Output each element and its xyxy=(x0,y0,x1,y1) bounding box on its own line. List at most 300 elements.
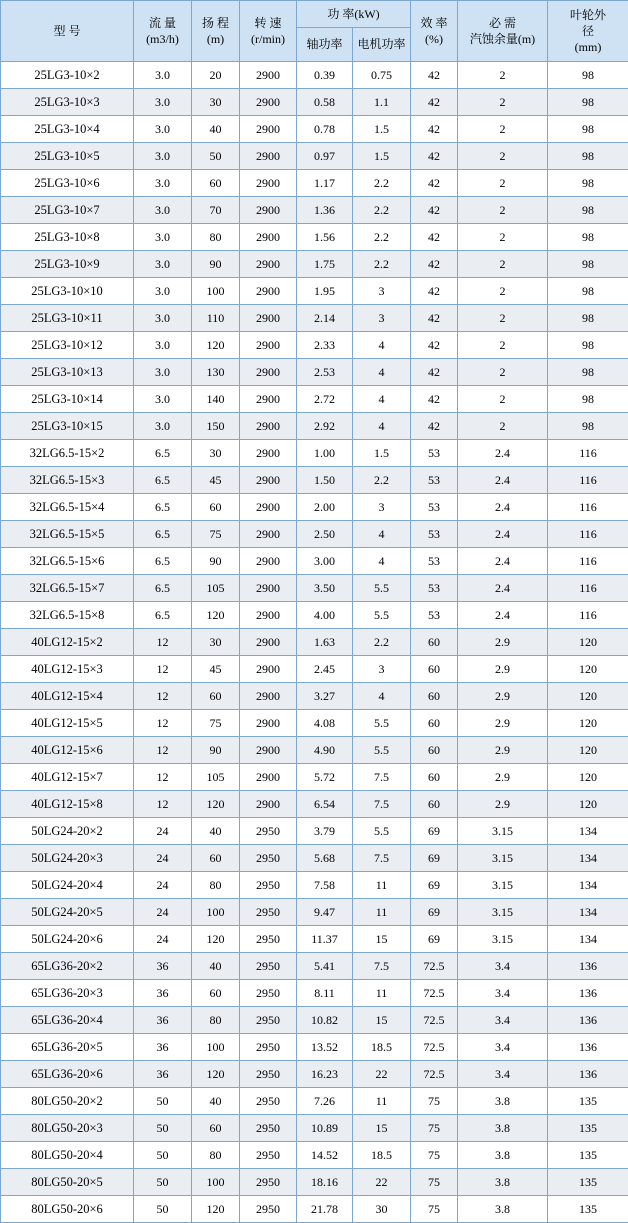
cell-value: 2900 xyxy=(240,386,297,413)
cell-value: 140 xyxy=(192,386,240,413)
table-row xyxy=(1,413,628,440)
cell-value: 1.5 xyxy=(353,440,411,467)
cell-value: 2900 xyxy=(240,359,297,386)
cell-value: 1.17 xyxy=(297,170,353,197)
table-row xyxy=(1,62,628,89)
cell-value: 116 xyxy=(548,494,628,521)
cell-model: 50LG24-20×6 xyxy=(1,926,134,953)
cell-value: 75 xyxy=(411,1169,458,1196)
cell-value: 50 xyxy=(134,1115,192,1142)
cell-value: 110 xyxy=(192,305,240,332)
cell-value: 6.5 xyxy=(134,521,192,548)
cell-value: 2900 xyxy=(240,710,297,737)
table-row xyxy=(1,116,628,143)
cell-value: 11.37 xyxy=(297,926,353,953)
cell-value: 2 xyxy=(458,413,548,440)
cell-value: 105 xyxy=(192,575,240,602)
table-row xyxy=(1,170,628,197)
cell-value: 120 xyxy=(548,629,628,656)
table-row xyxy=(1,683,628,710)
cell-value: 72.5 xyxy=(411,1007,458,1034)
table-row xyxy=(1,224,628,251)
table-row xyxy=(1,629,628,656)
cell-model: 32LG6.5-15×5 xyxy=(1,521,134,548)
cell-value: 2950 xyxy=(240,1088,297,1115)
cell-value: 72.5 xyxy=(411,980,458,1007)
cell-value: 120 xyxy=(192,791,240,818)
cell-value: 69 xyxy=(411,926,458,953)
cell-model: 40LG12-15×2 xyxy=(1,629,134,656)
cell-value: 2950 xyxy=(240,926,297,953)
cell-value: 12 xyxy=(134,656,192,683)
cell-model: 32LG6.5-15×3 xyxy=(1,467,134,494)
cell-value: 69 xyxy=(411,899,458,926)
cell-value: 10.89 xyxy=(297,1115,353,1142)
cell-value: 4 xyxy=(353,548,411,575)
cell-value: 116 xyxy=(548,440,628,467)
cell-value: 2.4 xyxy=(458,548,548,575)
cell-value: 24 xyxy=(134,872,192,899)
cell-value: 2 xyxy=(458,278,548,305)
cell-value: 3 xyxy=(353,305,411,332)
cell-value: 135 xyxy=(548,1115,628,1142)
cell-value: 40 xyxy=(192,953,240,980)
cell-value: 2 xyxy=(458,197,548,224)
table-row xyxy=(1,1061,628,1088)
cell-value: 98 xyxy=(548,89,628,116)
cell-value: 2950 xyxy=(240,1196,297,1223)
cell-value: 98 xyxy=(548,143,628,170)
cell-value: 50 xyxy=(192,143,240,170)
cell-value: 2.4 xyxy=(458,494,548,521)
cell-value: 1.5 xyxy=(353,143,411,170)
cell-value: 3.79 xyxy=(297,818,353,845)
header-flow xyxy=(134,1,192,62)
cell-value: 7.5 xyxy=(353,845,411,872)
cell-value: 130 xyxy=(192,359,240,386)
cell-model: 25LG3-10×13 xyxy=(1,359,134,386)
cell-value: 12 xyxy=(134,629,192,656)
cell-value: 2 xyxy=(458,359,548,386)
cell-value: 135 xyxy=(548,1196,628,1223)
cell-value: 3.0 xyxy=(134,278,192,305)
cell-value: 0.97 xyxy=(297,143,353,170)
cell-model: 40LG12-15×3 xyxy=(1,656,134,683)
cell-value: 3.8 xyxy=(458,1196,548,1223)
cell-model: 25LG3-10×8 xyxy=(1,224,134,251)
cell-value: 100 xyxy=(192,1034,240,1061)
cell-value: 134 xyxy=(548,818,628,845)
cell-value: 75 xyxy=(411,1142,458,1169)
table-row xyxy=(1,575,628,602)
table-row xyxy=(1,1142,628,1169)
table-row xyxy=(1,386,628,413)
table-row xyxy=(1,305,628,332)
cell-value: 3 xyxy=(353,494,411,521)
table-row xyxy=(1,359,628,386)
cell-value: 120 xyxy=(548,710,628,737)
cell-value: 4 xyxy=(353,521,411,548)
cell-value: 98 xyxy=(548,359,628,386)
cell-value: 0.75 xyxy=(353,62,411,89)
cell-value: 75 xyxy=(411,1115,458,1142)
cell-model: 40LG12-15×5 xyxy=(1,710,134,737)
cell-value: 2900 xyxy=(240,494,297,521)
header-impeller-line2: 径 xyxy=(548,23,628,39)
table-row xyxy=(1,1088,628,1115)
cell-value: 136 xyxy=(548,1061,628,1088)
cell-value: 2900 xyxy=(240,413,297,440)
cell-value: 11 xyxy=(353,1088,411,1115)
cell-value: 40 xyxy=(192,818,240,845)
cell-value: 2.9 xyxy=(458,764,548,791)
cell-value: 2900 xyxy=(240,332,297,359)
cell-value: 2900 xyxy=(240,170,297,197)
cell-value: 60 xyxy=(192,845,240,872)
cell-value: 2900 xyxy=(240,251,297,278)
cell-value: 2950 xyxy=(240,845,297,872)
table-row xyxy=(1,764,628,791)
cell-value: 4 xyxy=(353,413,411,440)
header-row-main xyxy=(1,1,628,28)
cell-value: 3.0 xyxy=(134,386,192,413)
cell-value: 120 xyxy=(192,332,240,359)
cell-value: 2 xyxy=(458,332,548,359)
header-impeller-line3: (mm) xyxy=(548,39,628,55)
cell-value: 3.0 xyxy=(134,224,192,251)
cell-model: 40LG12-15×4 xyxy=(1,683,134,710)
cell-value: 98 xyxy=(548,251,628,278)
cell-value: 42 xyxy=(411,359,458,386)
cell-value: 3.8 xyxy=(458,1142,548,1169)
cell-value: 2.4 xyxy=(458,575,548,602)
cell-value: 42 xyxy=(411,116,458,143)
cell-value: 2.9 xyxy=(458,629,548,656)
cell-value: 134 xyxy=(548,899,628,926)
table-row xyxy=(1,143,628,170)
cell-value: 150 xyxy=(192,413,240,440)
cell-value: 3.8 xyxy=(458,1088,548,1115)
cell-value: 2900 xyxy=(240,278,297,305)
cell-value: 90 xyxy=(192,251,240,278)
cell-value: 2.2 xyxy=(353,224,411,251)
cell-value: 60 xyxy=(411,683,458,710)
cell-value: 42 xyxy=(411,143,458,170)
cell-model: 50LG24-20×2 xyxy=(1,818,134,845)
cell-value: 2950 xyxy=(240,1115,297,1142)
cell-value: 2900 xyxy=(240,548,297,575)
cell-value: 2.2 xyxy=(353,197,411,224)
cell-value: 3 xyxy=(353,278,411,305)
cell-value: 3.0 xyxy=(134,413,192,440)
cell-value: 2900 xyxy=(240,656,297,683)
cell-value: 3.0 xyxy=(134,62,192,89)
cell-value: 5.5 xyxy=(353,818,411,845)
cell-value: 3.50 xyxy=(297,575,353,602)
cell-value: 2900 xyxy=(240,224,297,251)
cell-value: 2950 xyxy=(240,1007,297,1034)
cell-value: 2900 xyxy=(240,143,297,170)
cell-value: 18.16 xyxy=(297,1169,353,1196)
header-npsh-line2: 汽蚀余量(m) xyxy=(458,31,547,47)
table-row xyxy=(1,548,628,575)
cell-model: 25LG3-10×6 xyxy=(1,170,134,197)
cell-value: 100 xyxy=(192,1169,240,1196)
cell-value: 5.5 xyxy=(353,575,411,602)
cell-value: 15 xyxy=(353,1007,411,1034)
header-head-line1: 扬 程 xyxy=(192,15,239,31)
cell-value: 2950 xyxy=(240,953,297,980)
cell-value: 1.56 xyxy=(297,224,353,251)
cell-value: 10.82 xyxy=(297,1007,353,1034)
cell-value: 2.72 xyxy=(297,386,353,413)
cell-value: 18.5 xyxy=(353,1142,411,1169)
cell-value: 2.50 xyxy=(297,521,353,548)
table-row xyxy=(1,980,628,1007)
cell-value: 2.4 xyxy=(458,521,548,548)
header-speed-line1: 转 速 xyxy=(240,15,296,31)
cell-value: 2 xyxy=(458,143,548,170)
cell-model: 50LG24-20×3 xyxy=(1,845,134,872)
cell-value: 42 xyxy=(411,89,458,116)
cell-value: 50 xyxy=(134,1142,192,1169)
cell-value: 16.23 xyxy=(297,1061,353,1088)
cell-value: 2.2 xyxy=(353,467,411,494)
cell-value: 2950 xyxy=(240,980,297,1007)
cell-value: 14.52 xyxy=(297,1142,353,1169)
cell-value: 3.0 xyxy=(134,197,192,224)
table-body xyxy=(1,62,628,1223)
cell-value: 45 xyxy=(192,467,240,494)
cell-value: 2900 xyxy=(240,116,297,143)
cell-value: 40 xyxy=(192,116,240,143)
cell-value: 6.5 xyxy=(134,467,192,494)
cell-value: 120 xyxy=(192,1196,240,1223)
cell-model: 80LG50-20×4 xyxy=(1,1142,134,1169)
cell-value: 116 xyxy=(548,467,628,494)
cell-value: 70 xyxy=(192,197,240,224)
cell-value: 3.27 xyxy=(297,683,353,710)
cell-value: 60 xyxy=(411,710,458,737)
cell-model: 65LG36-20×4 xyxy=(1,1007,134,1034)
cell-value: 6.5 xyxy=(134,440,192,467)
cell-value: 6.5 xyxy=(134,575,192,602)
table-row xyxy=(1,1115,628,1142)
cell-value: 60 xyxy=(192,1115,240,1142)
cell-model: 80LG50-20×2 xyxy=(1,1088,134,1115)
cell-value: 100 xyxy=(192,278,240,305)
cell-value: 3.0 xyxy=(134,116,192,143)
cell-value: 4.00 xyxy=(297,602,353,629)
cell-value: 2.53 xyxy=(297,359,353,386)
cell-value: 2.2 xyxy=(353,251,411,278)
cell-value: 2.45 xyxy=(297,656,353,683)
header-efficiency xyxy=(411,1,458,62)
cell-value: 7.26 xyxy=(297,1088,353,1115)
cell-value: 22 xyxy=(353,1169,411,1196)
cell-value: 60 xyxy=(411,764,458,791)
cell-value: 2900 xyxy=(240,737,297,764)
table-row xyxy=(1,656,628,683)
cell-model: 80LG50-20×6 xyxy=(1,1196,134,1223)
cell-value: 100 xyxy=(192,899,240,926)
table-row xyxy=(1,251,628,278)
cell-value: 12 xyxy=(134,791,192,818)
cell-value: 75 xyxy=(192,521,240,548)
cell-value: 6.54 xyxy=(297,791,353,818)
cell-value: 0.78 xyxy=(297,116,353,143)
cell-value: 2.4 xyxy=(458,467,548,494)
cell-value: 42 xyxy=(411,251,458,278)
cell-value: 42 xyxy=(411,305,458,332)
cell-value: 2 xyxy=(458,116,548,143)
table-row xyxy=(1,1034,628,1061)
cell-model: 65LG36-20×5 xyxy=(1,1034,134,1061)
cell-value: 134 xyxy=(548,926,628,953)
cell-value: 11 xyxy=(353,872,411,899)
cell-value: 69 xyxy=(411,845,458,872)
cell-value: 21.78 xyxy=(297,1196,353,1223)
cell-value: 2.9 xyxy=(458,791,548,818)
cell-value: 2900 xyxy=(240,467,297,494)
cell-value: 7.5 xyxy=(353,953,411,980)
cell-value: 136 xyxy=(548,953,628,980)
cell-value: 1.75 xyxy=(297,251,353,278)
cell-value: 42 xyxy=(411,413,458,440)
cell-value: 2.9 xyxy=(458,710,548,737)
cell-value: 5.41 xyxy=(297,953,353,980)
cell-value: 53 xyxy=(411,548,458,575)
cell-value: 42 xyxy=(411,170,458,197)
cell-value: 136 xyxy=(548,980,628,1007)
cell-value: 98 xyxy=(548,170,628,197)
cell-value: 1.5 xyxy=(353,116,411,143)
cell-value: 75 xyxy=(411,1088,458,1115)
cell-value: 98 xyxy=(548,116,628,143)
table-row xyxy=(1,332,628,359)
cell-value: 4 xyxy=(353,683,411,710)
cell-value: 6.5 xyxy=(134,602,192,629)
cell-model: 40LG12-15×8 xyxy=(1,791,134,818)
cell-value: 3.0 xyxy=(134,332,192,359)
cell-value: 53 xyxy=(411,494,458,521)
cell-value: 1.63 xyxy=(297,629,353,656)
cell-value: 2.33 xyxy=(297,332,353,359)
cell-value: 2950 xyxy=(240,1169,297,1196)
cell-model: 40LG12-15×6 xyxy=(1,737,134,764)
cell-value: 2 xyxy=(458,89,548,116)
cell-value: 5.72 xyxy=(297,764,353,791)
cell-value: 134 xyxy=(548,845,628,872)
cell-value: 3.00 xyxy=(297,548,353,575)
cell-value: 2950 xyxy=(240,1034,297,1061)
table-row xyxy=(1,1196,628,1223)
cell-model: 32LG6.5-15×7 xyxy=(1,575,134,602)
cell-model: 25LG3-10×9 xyxy=(1,251,134,278)
cell-value: 120 xyxy=(548,656,628,683)
cell-value: 98 xyxy=(548,386,628,413)
cell-value: 90 xyxy=(192,737,240,764)
cell-value: 120 xyxy=(548,764,628,791)
table-header xyxy=(1,1,628,62)
cell-value: 72.5 xyxy=(411,1061,458,1088)
header-power-group: 功 率(kW) xyxy=(297,1,411,28)
cell-value: 20 xyxy=(192,62,240,89)
cell-value: 5.5 xyxy=(353,737,411,764)
cell-model: 32LG6.5-15×2 xyxy=(1,440,134,467)
cell-value: 60 xyxy=(411,737,458,764)
cell-value: 7.58 xyxy=(297,872,353,899)
cell-value: 42 xyxy=(411,386,458,413)
cell-value: 3.0 xyxy=(134,89,192,116)
cell-value: 135 xyxy=(548,1088,628,1115)
table-row xyxy=(1,737,628,764)
header-head-line2: (m) xyxy=(192,31,239,47)
cell-value: 116 xyxy=(548,575,628,602)
cell-value: 3 xyxy=(353,656,411,683)
table-row xyxy=(1,845,628,872)
cell-value: 2.9 xyxy=(458,737,548,764)
cell-value: 36 xyxy=(134,1034,192,1061)
cell-value: 2900 xyxy=(240,683,297,710)
cell-value: 24 xyxy=(134,926,192,953)
cell-value: 60 xyxy=(192,980,240,1007)
cell-value: 60 xyxy=(192,494,240,521)
cell-value: 5.68 xyxy=(297,845,353,872)
cell-value: 120 xyxy=(548,737,628,764)
cell-value: 3.8 xyxy=(458,1115,548,1142)
cell-value: 2950 xyxy=(240,899,297,926)
cell-model: 25LG3-10×3 xyxy=(1,89,134,116)
cell-value: 6.5 xyxy=(134,548,192,575)
table-row xyxy=(1,926,628,953)
cell-model: 25LG3-10×2 xyxy=(1,62,134,89)
cell-value: 2.2 xyxy=(353,170,411,197)
cell-model: 32LG6.5-15×4 xyxy=(1,494,134,521)
cell-value: 1.95 xyxy=(297,278,353,305)
cell-model: 80LG50-20×3 xyxy=(1,1115,134,1142)
table-row xyxy=(1,278,628,305)
cell-value: 116 xyxy=(548,602,628,629)
cell-model: 25LG3-10×12 xyxy=(1,332,134,359)
cell-value: 36 xyxy=(134,1007,192,1034)
cell-value: 135 xyxy=(548,1169,628,1196)
cell-value: 11 xyxy=(353,899,411,926)
cell-value: 120 xyxy=(192,926,240,953)
table-row xyxy=(1,494,628,521)
header-efficiency-line1: 效 率 xyxy=(411,15,457,31)
cell-value: 30 xyxy=(192,629,240,656)
cell-model: 25LG3-10×4 xyxy=(1,116,134,143)
cell-value: 42 xyxy=(411,278,458,305)
cell-value: 2900 xyxy=(240,791,297,818)
cell-value: 1.50 xyxy=(297,467,353,494)
cell-value: 7.5 xyxy=(353,764,411,791)
header-model-line1: 型 号 xyxy=(1,23,133,39)
cell-value: 75 xyxy=(411,1196,458,1223)
cell-model: 65LG36-20×3 xyxy=(1,980,134,1007)
table-row xyxy=(1,818,628,845)
cell-value: 2900 xyxy=(240,440,297,467)
cell-value: 53 xyxy=(411,467,458,494)
cell-value: 60 xyxy=(411,791,458,818)
cell-model: 50LG24-20×5 xyxy=(1,899,134,926)
cell-value: 90 xyxy=(192,548,240,575)
cell-value: 15 xyxy=(353,926,411,953)
cell-value: 11 xyxy=(353,980,411,1007)
table-row xyxy=(1,899,628,926)
cell-model: 50LG24-20×4 xyxy=(1,872,134,899)
